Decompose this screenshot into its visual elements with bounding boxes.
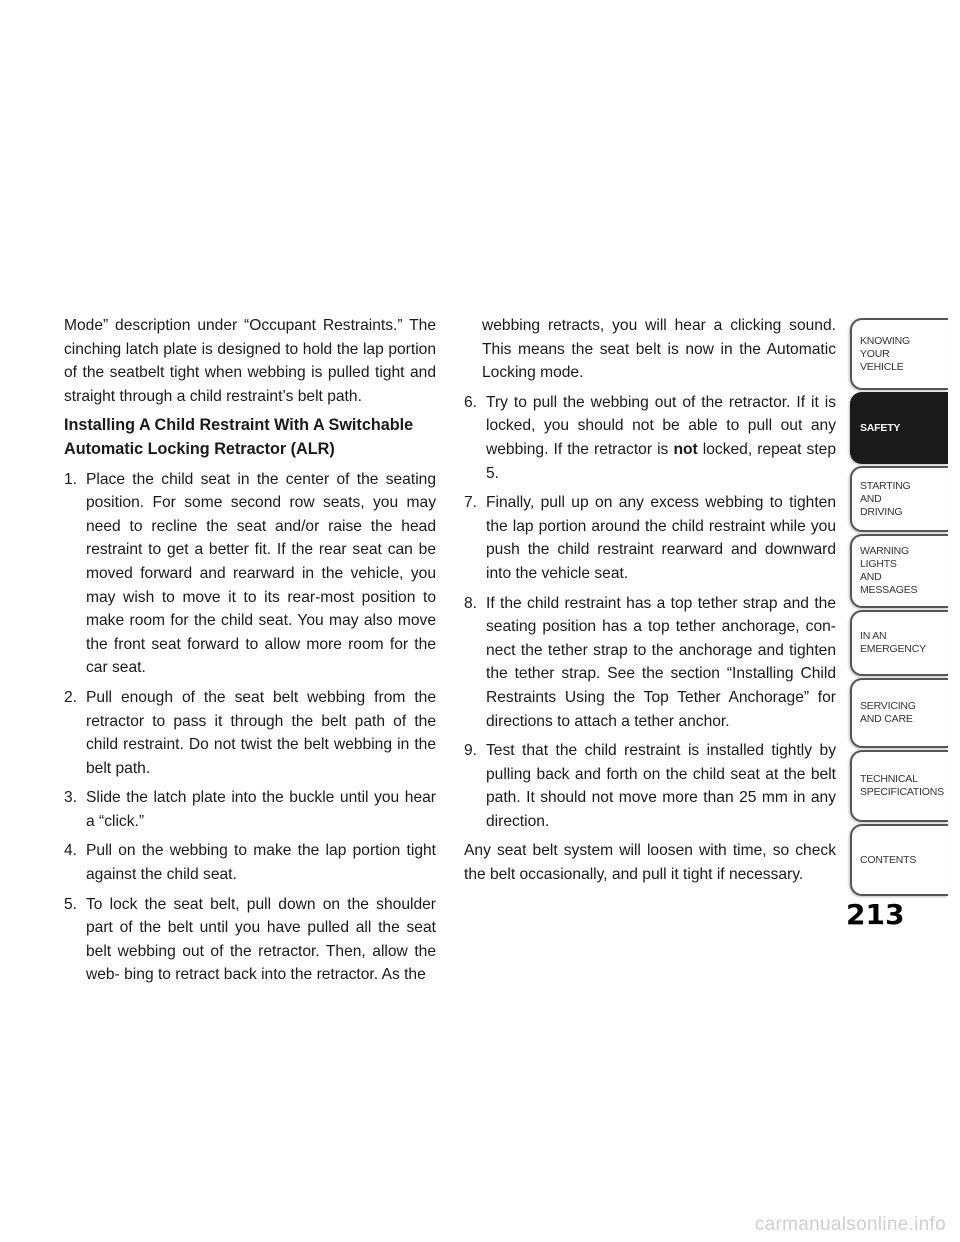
tab-starting-and-driving[interactable]: STARTING AND DRIVING (850, 466, 948, 532)
step-number: 7. (464, 494, 478, 512)
step-number: 9. (464, 742, 478, 760)
intro-paragraph: Mode” description under “Occupant Restraints.” The cinching latch plate is designed to hold the lap portion of the seatbelt tight when webbing is pulled tight and straight through a child restraint’s belt path. (64, 317, 436, 405)
step-item (64, 468, 436, 680)
tab-in-an-emergency[interactable]: IN AN EMERGENCY (850, 610, 948, 676)
step-text: To lock the seat belt, pull down on the shoulder part of the belt until you have pulled all the seat belt webbing out of the retractor. Then, allow the web- bing to retract back into the retractor. As the (86, 895, 436, 984)
step-item (64, 839, 436, 886)
tab-servicing-and-care[interactable]: SERVICING AND CARE (850, 678, 948, 748)
watermark: carmanualsonline.info (754, 1214, 946, 1235)
tab-safety[interactable]: SAFETY (850, 392, 948, 464)
closing-paragraph: Any seat belt system will loosen with time, so check the belt occasionally, and pull it tight if necessary. (464, 842, 836, 884)
step-text: Test that the child restraint is installed tightly by pulling back and forth on the child seat at the belt path. It should not move more than 25 mm in any direction. (486, 742, 836, 830)
step-text: Place the child seat in the center of the seating position. For some second row seats, you may need to recline the seat and/or raise the head restraint to get a better fit. If the rear seat can be moved forward and rearward in the vehicle, you may wish to move it to its rear-most position to make room for the child seat. You may also move the front seat forward to allow more room for the car seat. (86, 470, 436, 677)
step-number: 5. (64, 895, 78, 913)
step-number: 4. (64, 842, 78, 860)
emphasis-text: not (673, 440, 698, 458)
step-number: 2. (64, 688, 78, 706)
step-item (64, 686, 436, 780)
tab-contents[interactable]: CONTENTS (850, 824, 948, 896)
step-text (486, 391, 836, 485)
step-number: 3. (64, 789, 78, 807)
step-text: If the child restraint has a top tether strap and the seating position has a top tether anchorage, con- nect the tether strap to the anchorage and tighten the tether strap. See the section “Installing Child Restraints Using the Top Tether Anchorage” for directions to attach a tether anchor. (486, 594, 836, 730)
step-text: Pull on the webbing to make the lap portion tight against the child seat. (86, 842, 436, 884)
step-item (64, 786, 436, 833)
tab-technical-specifications[interactable]: TECHNICAL SPECIFICATIONS (850, 750, 948, 822)
section-heading: Installing A Child Restraint With A Switchable Automatic Locking Retractor (ALR) (64, 416, 414, 458)
step-text: Pull enough of the seat belt webbing from the retractor to pass it through the belt path of the child restraint. Do not twist the belt webbing in the belt path. (86, 688, 436, 777)
step-text-part: locked, repeat step 5. (486, 440, 836, 482)
step-item (464, 592, 836, 734)
right-column (464, 314, 836, 893)
step-number: 8. (464, 594, 478, 612)
left-column (64, 314, 436, 993)
step-number: 6. (464, 393, 478, 411)
tab-warning-lights[interactable]: WARNING LIGHTS AND MESSAGES (850, 534, 948, 608)
page-number: 213 (846, 898, 905, 931)
tab-knowing-your-vehicle[interactable]: KNOWING YOUR VEHICLE (850, 318, 948, 390)
step-item (464, 491, 836, 585)
step-item (464, 739, 836, 833)
step-item (64, 893, 436, 987)
step-text: Finally, pull up on any excess webbing to tighten the lap portion around the child restraint while you push the child restraint rearward and downward into the vehicle seat. (486, 494, 836, 582)
step-number: 1. (64, 470, 78, 488)
step-text-part: Try to pull the webbing out of the retractor. If it is locked, you should not be able to pull out any webbing. If the retractor is (486, 393, 836, 458)
step-item (464, 391, 836, 485)
step-text: Slide the latch plate into the buckle until you hear a “click.” (86, 789, 436, 830)
step-continuation: webbing retracts, you will hear a clicking sound. This means the seat belt is now in the Automatic Locking mode. (482, 317, 836, 382)
